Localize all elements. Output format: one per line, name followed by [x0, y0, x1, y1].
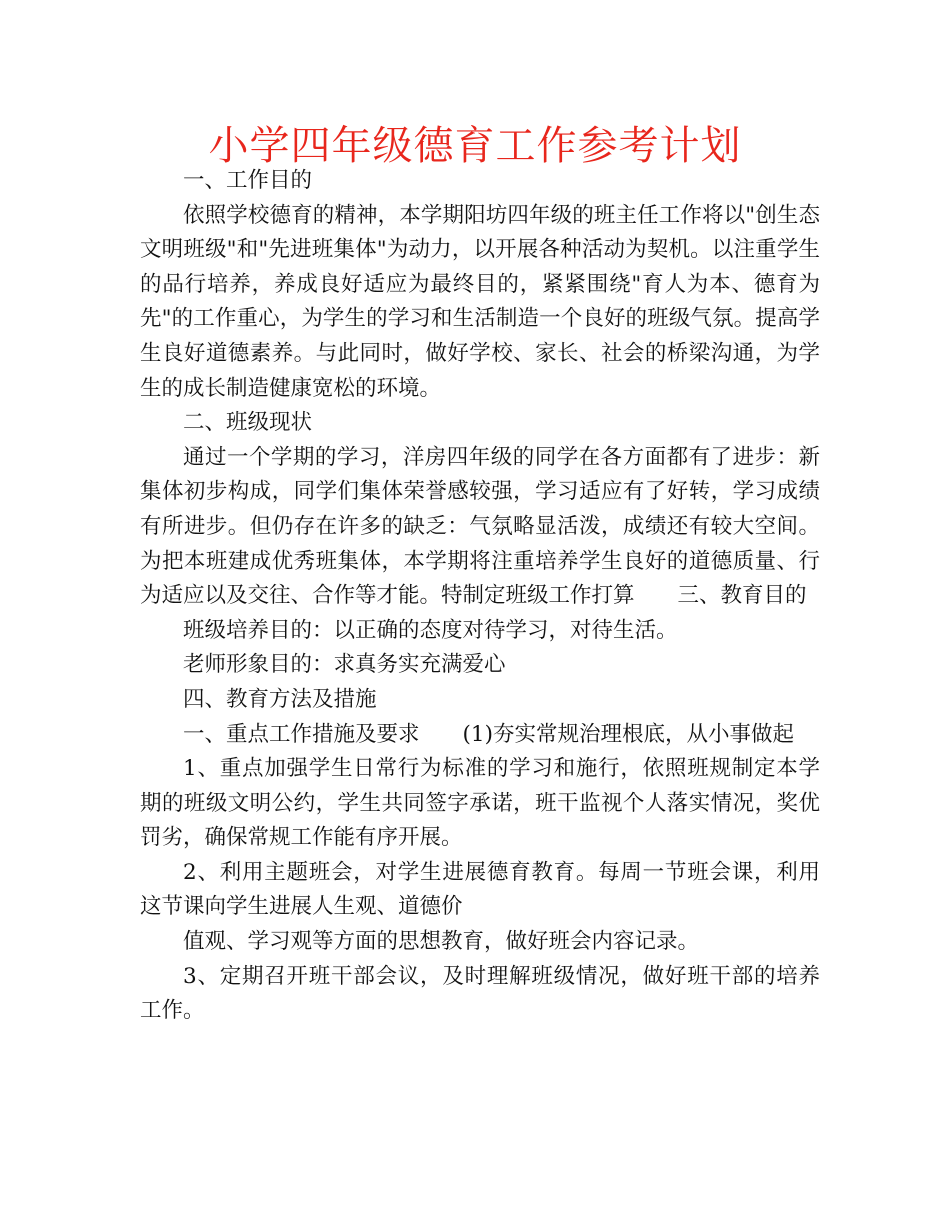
document-body [140, 164, 820, 1029]
paragraph-teacher-goal: 老师形象目的：求真务实充满爱心 [183, 652, 506, 678]
document-title: 小学四年级德育工作参考计划 [208, 123, 742, 169]
paragraph-item-2-continued: 值观、学习观等方面的思想教育，做好班会内容记录。 [183, 929, 700, 955]
section-heading-status: 二、班级现状 [183, 410, 313, 436]
section-heading-methods: 四、教育方法及措施 [183, 686, 377, 712]
paragraph-item-1: 1、重点加强学生日常行为标准的学习和施行，依照班规制定本学期的班级文明公约，学生共同签字承诺，班干监视个人落实情况，奖优罚劣，确保常规工作能有序开展。 [140, 756, 820, 851]
paragraph-item-2: 2、利用主题班会，对学生进展德育教育。每周一节班会课，利用这节课向学生进展人生观、道德价 [140, 859, 820, 920]
paragraph-key-measures: 一、重点工作措施及要求 (1)夯实常规治理根底，从小事做起 [183, 721, 794, 747]
paragraph-status: 通过一个学期的学习，洋房四年级的同学在各方面都有了进步：新集体初步构成，同学们集体荣誉感较强，学习适应有了好转，学习成绩有所进步。但仍存在许多的缺乏：气氛略显活泼，成绩还有较大空间。为把本班建成优秀班集体，本学期将注重培养学生良好的道德质量、行为适应以及交往、合作等才能。特制定班级工作打算 三、教育目的 [140, 444, 820, 609]
paragraph-item-3: 3、定期召开班干部会议，及时理解班级情况，做好班干部的培养工作。 [140, 963, 820, 1024]
section-heading-purpose: 一、工作目的 [183, 168, 313, 193]
paragraph-class-goal: 班级培养目的：以正确的态度对待学习，对待生活。 [183, 617, 678, 643]
paragraph-purpose: 依照学校德育的精神，本学期阳坊四年级的班主任工作将以"创生态文明班级"和"先进班集体"为动力，以开展各种活动为契机。以注重学生的品行培养，养成良好适应为最终目的，紧紧围绕"育人为本、德育为先"的工作重心，为学生的学习和生活制造一个良好的班级气氛。提高学生良好道德素养。与此同时，做好学校、家长、社会的桥梁沟通，为学生的成长制造健康宽松的环境。 [140, 202, 820, 401]
